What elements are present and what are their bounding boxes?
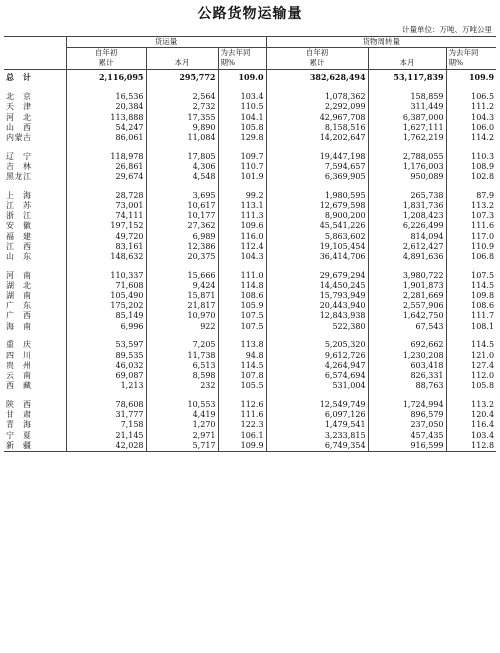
cell-yoy: 105.9 (218, 301, 266, 311)
cell-turnover-yoy: 121.0 (446, 351, 496, 361)
province-name: 江 西 (6, 241, 32, 251)
freight-table (4, 36, 496, 452)
cell-turnover-month: 1,901,873 (368, 281, 446, 291)
cell-turnover-month: 1,627,111 (368, 123, 446, 133)
province-name: 湖 南 (6, 291, 32, 301)
cell-month: 4,419 (146, 410, 218, 420)
total-cumulative: 2,116,095 (66, 69, 146, 84)
cell-turnover-cumulative: 45,541,226 (266, 221, 368, 231)
group-spacer (4, 262, 496, 271)
cell-turnover-month: 896,579 (368, 410, 446, 420)
cell-turnover-cumulative: 5,863,602 (266, 232, 368, 242)
cell-turnover-yoy: 105.8 (446, 381, 496, 391)
cell-yoy: 112.4 (218, 242, 266, 252)
province-name: 甘 肃 (6, 410, 32, 420)
cell-yoy: 114.8 (218, 281, 266, 291)
header-this-month: 本月 (146, 58, 218, 69)
cell-turnover-month: 3,980,722 (368, 271, 446, 281)
cell-turnover-yoy: 108.1 (446, 322, 496, 332)
cell-month: 9,424 (146, 281, 218, 291)
cell-turnover-cumulative: 12,679,598 (266, 201, 368, 211)
cell-turnover-yoy: 109.8 (446, 291, 496, 301)
cell-cumulative: 16,536 (66, 92, 146, 102)
cell-yoy: 114.5 (218, 361, 266, 371)
cell-turnover-cumulative: 12,549,749 (266, 400, 368, 410)
table-row (4, 242, 496, 252)
cell-turnover-yoy: 87.9 (446, 191, 496, 201)
cell-turnover-yoy: 112.8 (446, 441, 496, 452)
units-note: 计量单位：万吨、万吨公里 (402, 25, 492, 34)
header-yoy: 为去年同 (218, 48, 266, 59)
total-turnover-yoy: 109.9 (446, 69, 496, 84)
cell-turnover-yoy: 107.3 (446, 211, 496, 221)
cell-turnover-yoy: 113.2 (446, 400, 496, 410)
cell-cumulative: 42,028 (66, 441, 146, 452)
cell-turnover-cumulative: 3,233,815 (266, 431, 368, 441)
cell-turnover-month: 457,435 (368, 431, 446, 441)
cell-turnover-cumulative: 1,479,541 (266, 420, 368, 430)
cell-yoy: 106.1 (218, 431, 266, 441)
header-ytd-turnover: 自年初 (266, 48, 368, 59)
cell-cumulative: 85,149 (66, 311, 146, 321)
cell-cumulative: 197,152 (66, 221, 146, 231)
table-row (4, 252, 496, 262)
cell-turnover-month: 916,599 (368, 441, 446, 452)
cell-cumulative: 1,213 (66, 381, 146, 391)
cell-turnover-month: 311,449 (368, 102, 446, 112)
cell-yoy: 105.5 (218, 381, 266, 391)
province-name: 宁 夏 (6, 430, 32, 440)
cell-turnover-month: 1,642,750 (368, 311, 446, 321)
cell-cumulative: 110,337 (66, 271, 146, 281)
cell-cumulative: 113,888 (66, 113, 146, 123)
cell-turnover-month: 1,831,736 (368, 201, 446, 211)
cell-month: 3,695 (146, 191, 218, 201)
cell-yoy: 107.8 (218, 371, 266, 381)
cell-yoy: 99.2 (218, 191, 266, 201)
cell-turnover-yoy: 114.5 (446, 281, 496, 291)
cell-cumulative: 78,608 (66, 400, 146, 410)
cell-month: 12,386 (146, 242, 218, 252)
cell-turnover-yoy: 103.4 (446, 431, 496, 441)
cell-yoy: 110.5 (218, 102, 266, 112)
table-row (4, 371, 496, 381)
cell-month: 922 (146, 322, 218, 332)
table-row (4, 113, 496, 123)
cell-turnover-cumulative: 7,594,657 (266, 162, 368, 172)
cell-turnover-yoy: 107.5 (446, 271, 496, 281)
cell-cumulative: 31,777 (66, 410, 146, 420)
cell-turnover-month: 814,094 (368, 232, 446, 242)
cell-month: 10,617 (146, 201, 218, 211)
total-label: 总 计 (6, 71, 32, 82)
province-name: 西 藏 (6, 381, 32, 391)
cell-turnover-month: 1,208,423 (368, 211, 446, 221)
cell-month: 8,598 (146, 371, 218, 381)
cell-month: 9,890 (146, 123, 218, 133)
cell-month: 27,362 (146, 221, 218, 231)
header-turnover: 货物周转量 (266, 37, 496, 48)
cell-turnover-month: 2,612,427 (368, 242, 446, 252)
cell-turnover-yoy: 114.5 (446, 340, 496, 350)
cell-cumulative: 86,061 (66, 133, 146, 143)
table-row (4, 311, 496, 321)
cell-turnover-yoy: 108.9 (446, 162, 496, 172)
cell-turnover-yoy: 120.4 (446, 410, 496, 420)
table-row (4, 431, 496, 441)
cell-turnover-cumulative: 4,264,947 (266, 361, 368, 371)
cell-turnover-month: 1,724,994 (368, 400, 446, 410)
cell-cumulative: 7,158 (66, 420, 146, 430)
table-row (4, 441, 496, 452)
cell-turnover-cumulative: 531,004 (266, 381, 368, 391)
cell-month: 6,513 (146, 361, 218, 371)
table-row (4, 400, 496, 410)
cell-month: 21,817 (146, 301, 218, 311)
table-row (4, 301, 496, 311)
cell-month: 10,177 (146, 211, 218, 221)
header-yoy-2: 期% (218, 58, 266, 69)
table-row (4, 322, 496, 332)
cell-yoy: 94.8 (218, 351, 266, 361)
cell-month: 232 (146, 381, 218, 391)
page-title: 公路货物运输量 (197, 6, 303, 22)
cell-month: 17,805 (146, 152, 218, 162)
table-row (4, 281, 496, 291)
cell-cumulative: 118,978 (66, 152, 146, 162)
cell-turnover-yoy: 110.9 (446, 242, 496, 252)
province-name: 河 南 (6, 270, 32, 280)
cell-yoy: 122.3 (218, 420, 266, 430)
cell-turnover-month: 2,281,669 (368, 291, 446, 301)
group-spacer (4, 143, 496, 152)
table-row (4, 123, 496, 133)
cell-turnover-yoy: 110.3 (446, 152, 496, 162)
cell-yoy: 103.4 (218, 92, 266, 102)
cell-turnover-cumulative: 6,369,905 (266, 172, 368, 182)
cell-month: 17,355 (146, 113, 218, 123)
cell-cumulative: 53,597 (66, 340, 146, 350)
table-row (4, 152, 496, 162)
cell-turnover-month: 6,387,000 (368, 113, 446, 123)
header-yoy-2-turnover: 期% (446, 58, 496, 69)
cell-yoy: 104.3 (218, 252, 266, 262)
table-row (4, 420, 496, 430)
cell-cumulative: 6,996 (66, 322, 146, 332)
cell-month: 5,717 (146, 441, 218, 452)
cell-turnover-month: 1,176,003 (368, 162, 446, 172)
table-row (4, 232, 496, 242)
cell-cumulative: 148,632 (66, 252, 146, 262)
table-row (4, 162, 496, 172)
province-name: 吉 林 (6, 161, 32, 171)
cell-turnover-yoy: 106.0 (446, 123, 496, 133)
group-spacer (4, 182, 496, 191)
table-row (4, 351, 496, 361)
cell-turnover-cumulative: 19,105,454 (266, 242, 368, 252)
cell-turnover-month: 4,891,636 (368, 252, 446, 262)
table-row (4, 211, 496, 221)
cell-turnover-yoy: 111.7 (446, 311, 496, 321)
province-name: 贵 州 (6, 360, 32, 370)
province-name: 内蒙古 (6, 132, 32, 142)
cell-turnover-month: 1,230,208 (368, 351, 446, 361)
province-name: 陕 西 (6, 399, 32, 409)
cell-cumulative: 46,032 (66, 361, 146, 371)
group-spacer (4, 84, 496, 93)
cell-turnover-yoy: 114.2 (446, 133, 496, 143)
cell-cumulative: 105,490 (66, 291, 146, 301)
cell-turnover-yoy: 113.2 (446, 201, 496, 211)
province-name: 上 海 (6, 190, 32, 200)
table-row (4, 221, 496, 231)
province-name: 四 川 (6, 350, 32, 360)
header-cumulative-turnover: 累计 (266, 58, 368, 69)
cell-month: 2,732 (146, 102, 218, 112)
table-row (4, 381, 496, 391)
cell-month: 2,564 (146, 92, 218, 102)
table-row (4, 410, 496, 420)
cell-turnover-cumulative: 6,097,126 (266, 410, 368, 420)
cell-turnover-cumulative: 1,980,595 (266, 191, 368, 201)
table-row (4, 361, 496, 371)
cell-turnover-cumulative: 14,450,245 (266, 281, 368, 291)
cell-yoy: 129.8 (218, 133, 266, 143)
cell-cumulative: 71,608 (66, 281, 146, 291)
province-name: 天 津 (6, 102, 32, 112)
province-name: 青 海 (6, 420, 32, 430)
header-freight-volume: 货运量 (66, 37, 266, 48)
cell-turnover-cumulative: 5,205,320 (266, 340, 368, 350)
cell-turnover-yoy: 112.0 (446, 371, 496, 381)
table-row (4, 340, 496, 350)
total-turnover-month: 53,117,839 (368, 69, 446, 84)
province-name: 海 南 (6, 321, 32, 331)
cell-turnover-month: 67,543 (368, 322, 446, 332)
cell-cumulative: 20,384 (66, 102, 146, 112)
header-blank (4, 37, 66, 48)
cell-turnover-cumulative: 20,443,940 (266, 301, 368, 311)
cell-yoy: 109.9 (218, 441, 266, 452)
cell-month: 6,989 (146, 232, 218, 242)
cell-yoy: 107.5 (218, 311, 266, 321)
cell-month: 11,084 (146, 133, 218, 143)
cell-yoy: 104.1 (218, 113, 266, 123)
cell-cumulative: 89,535 (66, 351, 146, 361)
total-month: 295,772 (146, 69, 218, 84)
cell-turnover-cumulative: 8,158,516 (266, 123, 368, 133)
cell-yoy: 101.9 (218, 172, 266, 182)
cell-yoy: 112.6 (218, 400, 266, 410)
cell-turnover-yoy: 104.3 (446, 113, 496, 123)
province-name: 黑龙江 (6, 172, 32, 182)
province-name: 安 徽 (6, 221, 32, 231)
cell-turnover-month: 950,089 (368, 172, 446, 182)
total-yoy: 109.0 (218, 69, 266, 84)
cell-turnover-yoy: 127.4 (446, 361, 496, 371)
cell-turnover-cumulative: 6,749,354 (266, 441, 368, 452)
table-row (4, 201, 496, 211)
cell-turnover-cumulative: 14,202,647 (266, 133, 368, 143)
cell-month: 7,205 (146, 340, 218, 350)
cell-yoy: 105.8 (218, 123, 266, 133)
province-name: 广 东 (6, 301, 32, 311)
cell-yoy: 111.3 (218, 211, 266, 221)
header-yoy-turnover: 为去年同 (446, 48, 496, 59)
province-name: 广 西 (6, 311, 32, 321)
cell-cumulative: 29,674 (66, 172, 146, 182)
cell-month: 4,306 (146, 162, 218, 172)
cell-turnover-month: 1,762,219 (368, 133, 446, 143)
province-name: 福 建 (6, 231, 32, 241)
group-spacer (4, 332, 496, 341)
province-name: 新 疆 (6, 440, 32, 450)
total-turnover-cumulative: 382,628,494 (266, 69, 368, 84)
cell-month: 15,666 (146, 271, 218, 281)
province-name: 辽 宁 (6, 151, 32, 161)
cell-yoy: 109.7 (218, 152, 266, 162)
cell-turnover-month: 88,763 (368, 381, 446, 391)
cell-month: 15,871 (146, 291, 218, 301)
cell-turnover-month: 6,226,499 (368, 221, 446, 231)
cell-turnover-month: 2,557,906 (368, 301, 446, 311)
cell-turnover-yoy: 106.8 (446, 252, 496, 262)
cell-yoy: 111.0 (218, 271, 266, 281)
table-row (4, 172, 496, 182)
cell-yoy: 113.8 (218, 340, 266, 350)
cell-turnover-cumulative: 19,447,198 (266, 152, 368, 162)
table-row (4, 102, 496, 112)
cell-turnover-yoy: 111.6 (446, 221, 496, 231)
cell-turnover-cumulative: 36,414,706 (266, 252, 368, 262)
cell-cumulative: 83,161 (66, 242, 146, 252)
table-row (4, 92, 496, 102)
province-name: 江 苏 (6, 200, 32, 210)
cell-turnover-month: 826,331 (368, 371, 446, 381)
province-name: 浙 江 (6, 211, 32, 221)
province-name: 北 京 (6, 92, 32, 102)
cell-turnover-yoy: 108.6 (446, 301, 496, 311)
cell-turnover-cumulative: 8,900,200 (266, 211, 368, 221)
cell-turnover-yoy: 111.2 (446, 102, 496, 112)
cell-cumulative: 26,861 (66, 162, 146, 172)
cell-turnover-cumulative: 9,612,726 (266, 351, 368, 361)
cell-yoy: 111.6 (218, 410, 266, 420)
cell-turnover-month: 2,788,055 (368, 152, 446, 162)
cell-cumulative: 21,145 (66, 431, 146, 441)
table-row (4, 271, 496, 281)
cell-yoy: 109.6 (218, 221, 266, 231)
cell-cumulative: 28,728 (66, 191, 146, 201)
cell-cumulative: 175,202 (66, 301, 146, 311)
cell-turnover-cumulative: 29,679,294 (266, 271, 368, 281)
cell-turnover-month: 265,738 (368, 191, 446, 201)
cell-turnover-cumulative: 42,967,708 (266, 113, 368, 123)
cell-month: 11,738 (146, 351, 218, 361)
table-row (4, 133, 496, 143)
cell-month: 1,270 (146, 420, 218, 430)
cell-turnover-cumulative: 12,843,938 (266, 311, 368, 321)
cell-turnover-month: 692,662 (368, 340, 446, 350)
cell-month: 10,553 (146, 400, 218, 410)
province-name: 山 西 (6, 122, 32, 132)
cell-cumulative: 54,247 (66, 123, 146, 133)
cell-month: 20,375 (146, 252, 218, 262)
cell-month: 10,970 (146, 311, 218, 321)
cell-turnover-month: 603,418 (368, 361, 446, 371)
cell-cumulative: 74,111 (66, 211, 146, 221)
cell-month: 2,971 (146, 431, 218, 441)
cell-turnover-cumulative: 2,292,099 (266, 102, 368, 112)
table-row (4, 191, 496, 201)
province-name: 云 南 (6, 370, 32, 380)
cell-turnover-yoy: 116.4 (446, 420, 496, 430)
cell-turnover-cumulative: 1,078,362 (266, 92, 368, 102)
cell-turnover-cumulative: 6,574,694 (266, 371, 368, 381)
cell-turnover-month: 237,050 (368, 420, 446, 430)
table-row (4, 291, 496, 301)
header-cumulative: 累计 (66, 58, 146, 69)
province-name: 河 北 (6, 112, 32, 122)
header-ytd: 自年初 (66, 48, 146, 59)
province-name: 湖 北 (6, 280, 32, 290)
cell-turnover-cumulative: 15,793,949 (266, 291, 368, 301)
cell-turnover-cumulative: 522,380 (266, 322, 368, 332)
cell-yoy: 116.0 (218, 232, 266, 242)
cell-turnover-month: 158,859 (368, 92, 446, 102)
cell-yoy: 107.5 (218, 322, 266, 332)
cell-turnover-yoy: 117.0 (446, 232, 496, 242)
cell-turnover-yoy: 106.5 (446, 92, 496, 102)
total-row (4, 69, 496, 84)
header-this-month-turnover: 本月 (368, 58, 446, 69)
cell-cumulative: 73,001 (66, 201, 146, 211)
cell-yoy: 113.1 (218, 201, 266, 211)
province-name: 山 东 (6, 251, 32, 261)
cell-cumulative: 69,087 (66, 371, 146, 381)
cell-turnover-yoy: 102.8 (446, 172, 496, 182)
province-name: 重 庆 (6, 340, 32, 350)
cell-cumulative: 49,720 (66, 232, 146, 242)
cell-yoy: 110.7 (218, 162, 266, 172)
cell-yoy: 108.6 (218, 291, 266, 301)
group-spacer (4, 391, 496, 400)
cell-month: 4,548 (146, 172, 218, 182)
